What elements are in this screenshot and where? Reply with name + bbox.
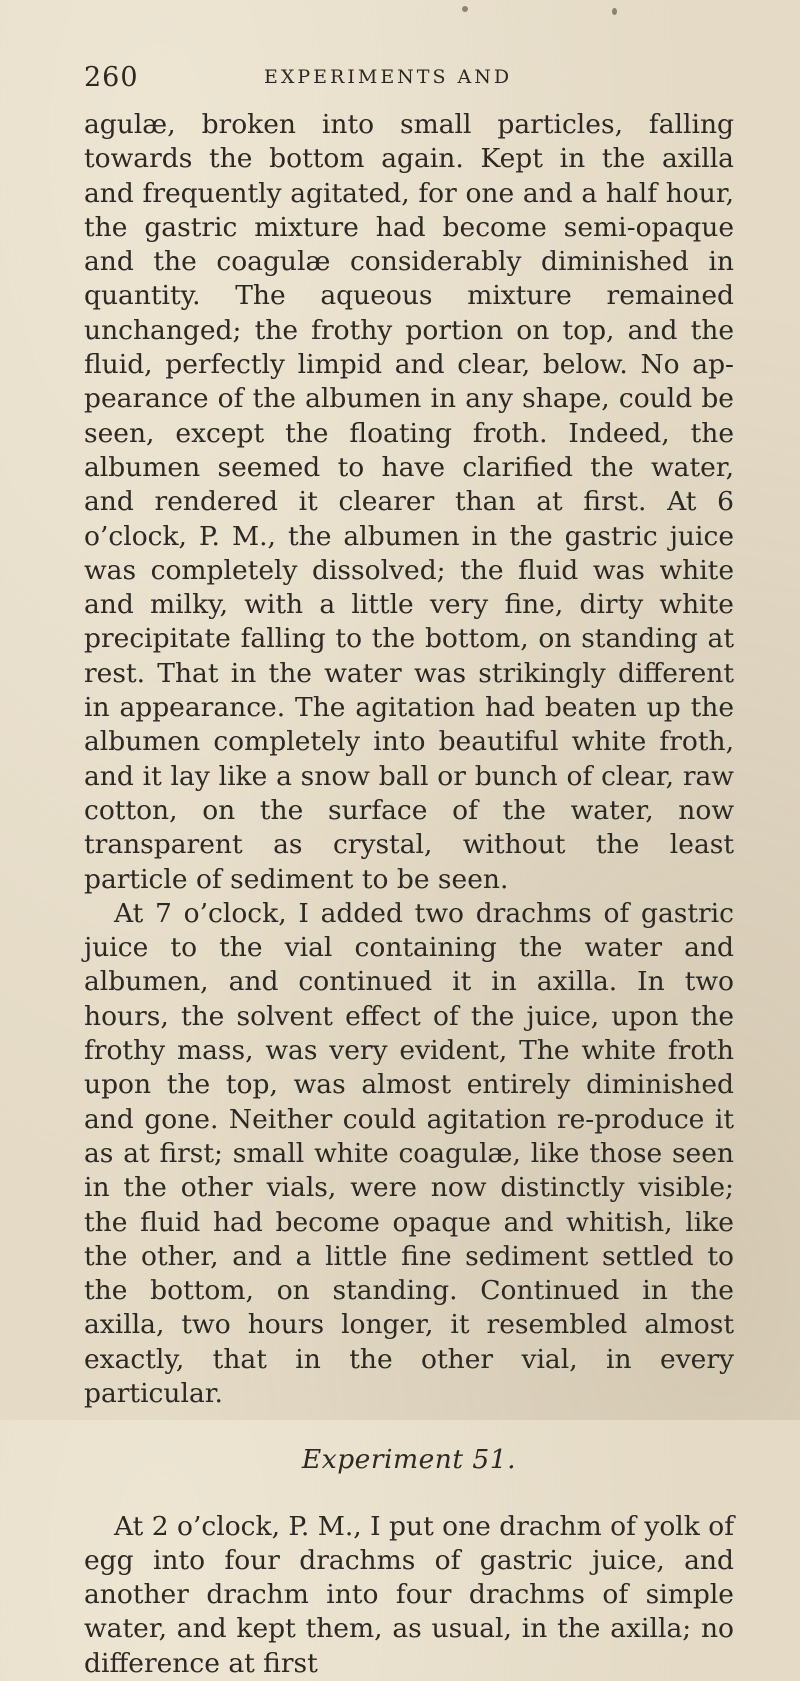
paper-blemish xyxy=(612,8,617,15)
paper-blemish xyxy=(462,6,468,12)
paragraph-continued: agulæ, broken into small particles, falling towards the bottom again. Kept in the axilla and frequently agitated, for one and a half hour, the gastric mixture had become semi-opaque and the coagulæ considerably diminished in quantity. The aqueous mixture remained unchanged; the frothy portion on top, and the fluid, perfectly limpid and clear, below. No appearance of the albumen in any shape, could be seen, except the floating froth. Indeed, the albumen seemed to have clarified the water, and rendered it clearer than at first. At 6 o’clock, P. M., the albumen in the gastric juice was completely dissolved; the fluid was white and milky, with a little very fine, dirty white precipitate falling to the bottom, on standing at rest. That in the water was strikingly different in appearance. The agitation had beaten up the albumen completely into beautiful white froth, and it lay like a snow ball or bunch of clear, raw cotton, on the surface of the water, now transparent as crystal, without the least particle of sediment to be seen. xyxy=(84,109,734,895)
paragraph-seven-oclock: At 7 o’clock, I added two drachms of gastric juice to the vial containing the water and albumen, and continued it in axilla. In two hours, the solvent effect of the juice, upon the frothy mass, was very evident, The white froth upon the top, was almost entirely diminished and gone. Neither could agitation re-produce it as at first; small white coagulæ, like those seen in the other vials, were now distinctly visible; the fluid had become opaque and whitish, like the other, and a little fine sediment settled to the bottom, on standing. Continued in the axilla, two hours longer, it resembled almost exactly, that in the other vial, in every particular. xyxy=(84,897,734,1409)
page-header xyxy=(84,62,734,102)
running-head: EXPERIMENTS AND xyxy=(264,66,513,88)
page-number: 260 xyxy=(84,62,139,93)
experiment-heading: Experiment 51. xyxy=(301,1444,517,1476)
paragraph-yolk-of-egg: At 2 o’clock, P. M., I put one drachm of yolk of egg into four drachms of gastric juice, and another drachm into four drachms of simple water, and kept them, as usual, in the axilla; no difference at first xyxy=(84,1510,734,1679)
body-text xyxy=(84,108,734,1681)
